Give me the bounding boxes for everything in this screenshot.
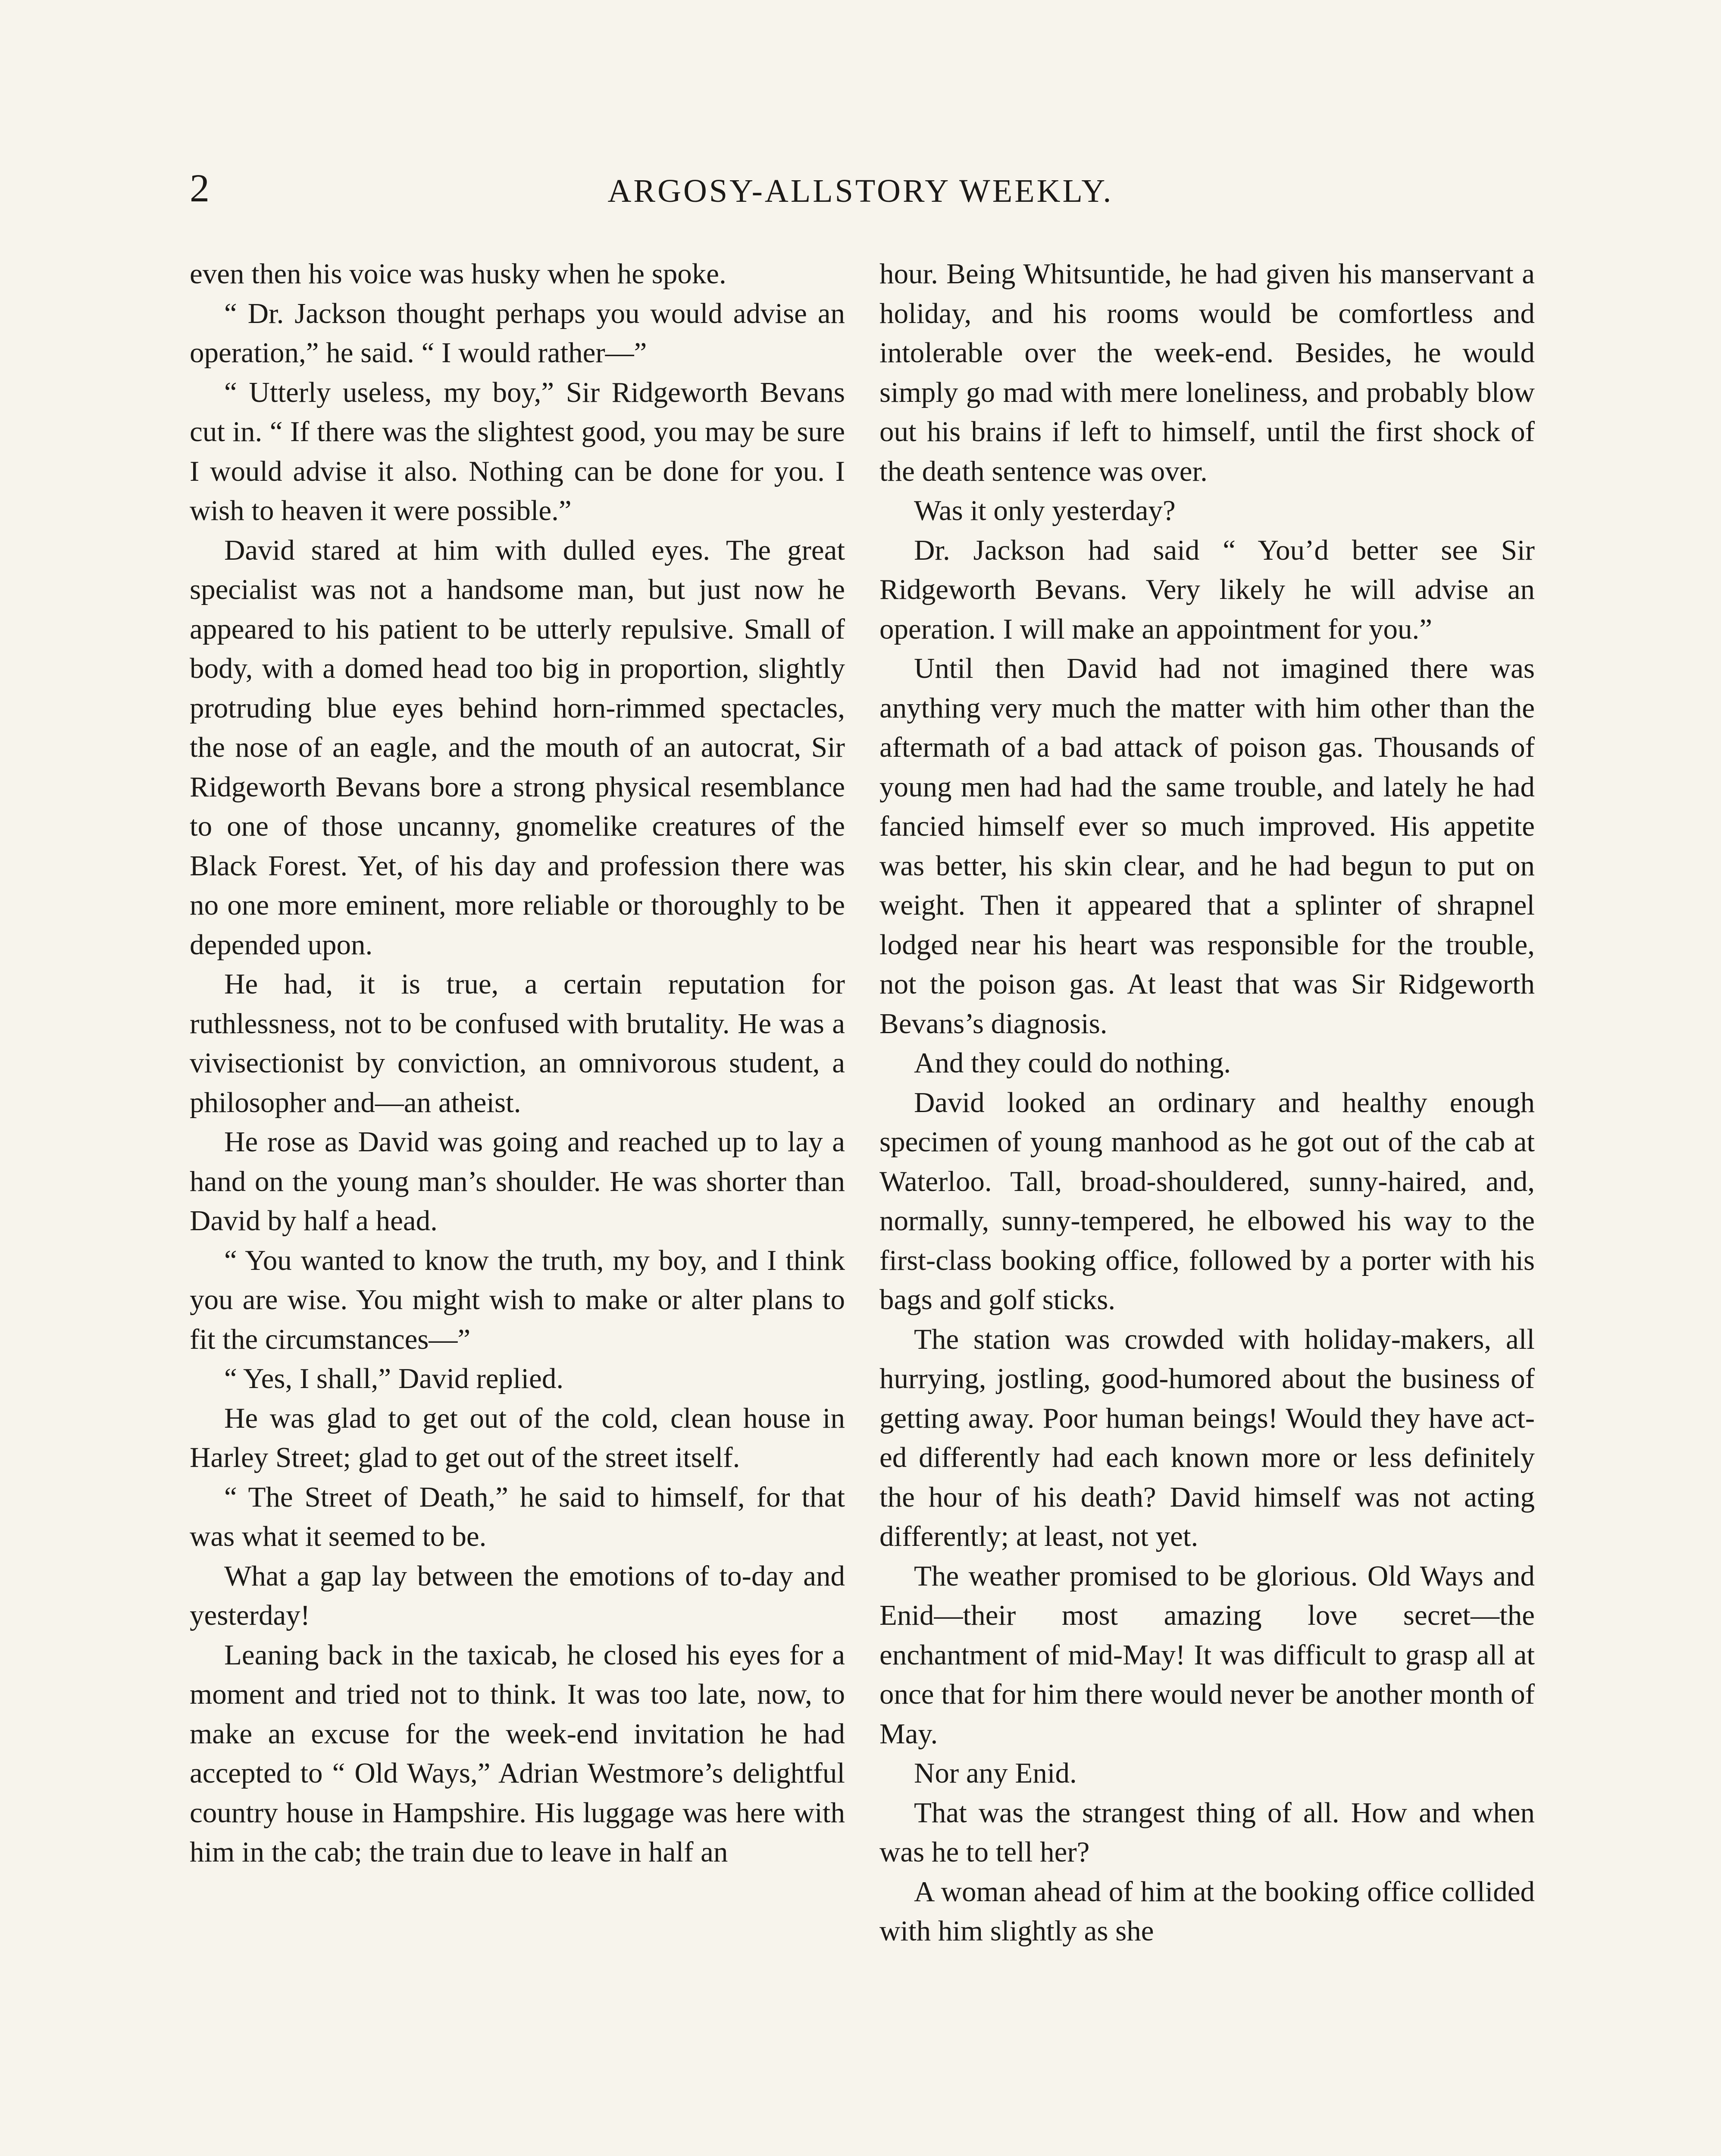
paragraph: That was the strangest thing of all. How and when was he to tell her? [879, 1796, 1535, 1868]
paragraph: He rose as David was going and reached up to lay a hand on the young man’s shoulder. He was shorter than David by half a head. [190, 1126, 845, 1237]
paragraph: He was glad to get out of the cold, clean house in Harley Street; glad to get out of the street itself. [190, 1402, 845, 1473]
paragraph: A woman ahead of him at the booking office collided with him slightly as she [879, 1875, 1535, 1947]
paragraph: David looked an ordinary and healthy enough specimen of young manhood as he got out of the cab at Waterloo. Tall, broad-shouldered, sunny-haired, and, normally, sunny-tempered, he elbowed his way to the first-class booking office, followed by a porter with his bags and golf sticks. [879, 1086, 1535, 1316]
paragraph: And they could do nothing. [914, 1047, 1231, 1079]
paragraph: “ Utterly useless, my boy,” Sir Ridgeworth Bevans cut in. “ If there was the slightest good, you may be sure I would advise it also. Nothing can be done for you. I wish to heaven it were possible.” [190, 376, 845, 526]
paragraph: Was it only yesterday? [914, 495, 1176, 526]
paragraph: even then his voice was husky when he spoke. [190, 258, 726, 290]
paragraph: He had, it is true, a certain reputation for ruthlessness, not to be confused with brutality. He was a vivisectionist by conviction, an omnivorous student, a philosopher and—an atheist. [190, 968, 845, 1119]
paragraph: Nor any Enid. [914, 1757, 1077, 1789]
paragraph: David stared at him with dulled eyes. The great specialist was not a handsome man, but just now he appeared to his patient to be utterly repulsive. Small of body, with a domed head too big in proportion, slightly protruding blue eyes behind horn-rimmed spectacles, the nose of an eagle, and the mouth of an autocrat, Sir Ridgeworth Bevans bore a strong physical resemblance to one of those uncanny, gnomelike creatures of the Black Forest. Yet, of his day and profession there was no one more eminent, more reliable or thoroughly to be depended upon. [190, 534, 845, 961]
paragraph: “ You wanted to know the truth, my boy, and I think you are wise. You might wish to make or alter plans to fit the circumstances—” [190, 1244, 845, 1355]
paragraph: hour. Being Whitsuntide, he had given his manservant a holiday, and his rooms would be comfortless and intolerable over the week-end. Besides, he would simply go mad with mere loneliness, and probably blow out his brains if left to himself, until the first shock of the death sentence was over. [879, 258, 1535, 487]
running-head: ARGOSY-ALLSTORY WEEKLY. [607, 173, 1114, 209]
paragraph: “ Dr. Jackson thought perhaps you would advise an operation,” he said. “ I would rather—” [190, 297, 845, 369]
right-column [879, 254, 1535, 1951]
left-column [190, 254, 845, 1872]
paragraph: Leaning back in the taxicab, he closed his eyes for a moment and tried not to think. It was too late, now, to make an excuse for the week-end invitation he had accepted to “ Old Ways,” Adrian Westmore’s delightful country house in Hampshire. His luggage was here with him in the cab; the train due to leave in half an [190, 1639, 845, 1868]
paragraph: “ The Street of Death,” he said to himself, for that was what it seemed to be. [190, 1481, 845, 1552]
page-number: 2 [190, 166, 210, 210]
paragraph: Until then David had not imagined there was anything very much the matter with him other than the aftermath of a bad attack of poison gas. Thousands of young men had had the same trouble, and lately he had fancied himself ever so much improved. His appetite was better, his skin clear, and he had begun to put on weight. Then it appeared that a splinter of shrapnel lodged near his heart was responsible for the trouble, not the poison gas. At least that was Sir Ridgeworth Bevans’s diagnosis. [879, 652, 1535, 1040]
paragraph: What a gap lay between the emotions of to-day and yesterday! [190, 1560, 845, 1631]
paragraph: The weather promised to be glorious. Old Ways and Enid—their most amazing love secret—the enchantment of mid-May! It was difficult to grasp all at once that for him there would never be another month of May. [879, 1560, 1535, 1750]
paragraph: Dr. Jackson had said “ You’d better see Sir Ridgeworth Bevans. Very likely he will advise an operation. I will make an appointment for you.” [879, 534, 1535, 645]
paragraph: “ Yes, I shall,” David replied. [224, 1363, 564, 1395]
paragraph: The station was crowded with holiday-makers, all hurrying, jostling, good-humored about the business of getting away. Poor human beings! Would they have acted differently had each known more or less definitely the hour of his death? David himself was not acting differently; at least, not yet. [879, 1323, 1535, 1552]
